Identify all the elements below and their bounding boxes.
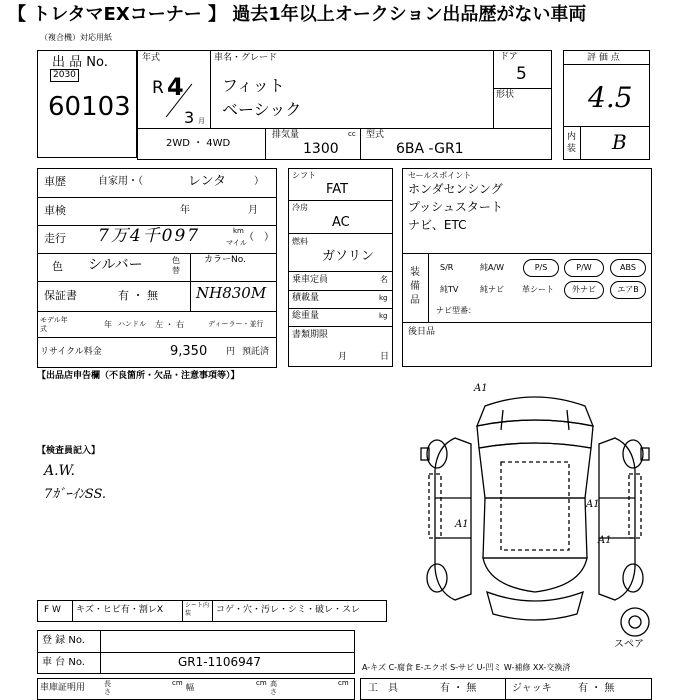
color-no-value: NH830M — [196, 284, 267, 302]
shift-value: FAT — [326, 182, 349, 197]
displacement-value: 1300 — [303, 141, 339, 157]
score-label: 評 価 点 — [587, 53, 620, 63]
lot-label: 出 品 No. — [52, 55, 108, 70]
history-suffix: ） — [254, 176, 264, 187]
header-bar — [0, 0, 700, 32]
year-label: 年式 — [142, 53, 161, 63]
mileage-unit-km: km — [233, 227, 244, 235]
equip-ps: P/S — [523, 259, 559, 277]
fuel-value: ガソリン — [322, 249, 375, 264]
displacement-label: 排気量 — [272, 130, 300, 140]
equip-sr: S/R — [440, 263, 454, 272]
history-label: 車歴 — [44, 175, 66, 188]
post-day-label: 後日品 — [408, 327, 436, 337]
history-value: レンタ — [188, 174, 227, 189]
equip-ext-navi: 外ナビ — [564, 281, 604, 299]
damage-left-door: A1 — [455, 519, 469, 530]
cert-length-unit: cm — [172, 679, 183, 687]
equip-nav-model: ナビ型番： — [436, 306, 476, 315]
tools-value: 有 ・ 無 — [440, 683, 477, 694]
page-title: 【 トレタマEXコーナー 】 過去1年以上オークション出品歴がない車両 — [8, 4, 587, 25]
inspector-line-1: A.W. — [44, 463, 75, 479]
warranty-label: 保証書 — [44, 289, 77, 302]
mileage-label: 走行 — [44, 232, 66, 245]
seat-items: コゲ・穴・汚レ・シミ・破レ・スレ — [216, 605, 361, 615]
interior-label: 内装 — [567, 132, 577, 154]
color-change-label: 色替 — [172, 256, 180, 275]
model-year-unit: 年 — [104, 320, 112, 329]
equip-airbag: エアB — [610, 281, 646, 299]
exhibitor-notes-label: 【出品店申告欄（不良箇所・欠品・注意事項等）】 — [37, 371, 240, 381]
ac-value: AC — [332, 215, 350, 230]
load-unit: kg — [379, 294, 388, 302]
details-box — [37, 168, 277, 368]
cert-height: 高さ — [270, 680, 277, 696]
car-diagram — [415, 378, 655, 640]
shaken-year-unit: 年 — [180, 205, 190, 216]
capacity-unit: 名 — [380, 275, 388, 284]
sales-point-1: ホンダセンシング — [408, 182, 503, 196]
shaken-label: 車検 — [44, 204, 66, 217]
seat-label: シート内装 — [185, 602, 210, 617]
shift-label: シフト — [292, 171, 316, 180]
cert-length: 長さ — [104, 680, 111, 696]
lot-small-no: 2030 — [50, 69, 79, 82]
top-note: （複合機）対応用紙 — [40, 33, 112, 42]
inspector-line-2: 7ｶﾞｰｲﾝSS. — [44, 487, 107, 502]
warranty-value: 有 ・ 無 — [118, 289, 158, 302]
equipment-label: 装備品 — [410, 267, 420, 306]
cert-width-unit: cm — [256, 679, 267, 687]
tools-label: 工 具 — [368, 683, 398, 694]
damage-right-side: A1 — [598, 535, 612, 546]
inspector-label: 【検査員記入】 — [37, 446, 101, 456]
doc-deadline-unit: 月 — [338, 352, 348, 362]
sales-point-2: プッシュスタート — [408, 200, 503, 214]
year-month: 3 — [184, 108, 195, 127]
type-label: 型式 — [366, 130, 385, 140]
cert-label: 車庫証明用 — [40, 683, 86, 693]
shape-label: 形状 — [496, 90, 515, 100]
sales-points-label: セールスポイント — [408, 171, 472, 180]
registration-label: 登 録 No. — [42, 635, 85, 646]
equip-leather: 革シート — [522, 285, 554, 294]
dealer-label: ディーラー・並行 — [208, 320, 264, 328]
ac-label: 冷房 — [292, 203, 308, 212]
equip-aw: 純A/W — [480, 263, 505, 272]
equip-abs: ABS — [610, 259, 646, 277]
doc-deadline-label: 書類期限 — [292, 330, 329, 340]
cert-height-unit: cm — [338, 679, 349, 687]
displacement-unit: cc — [348, 130, 356, 138]
color-label: 色 — [52, 260, 63, 273]
mileage-paren: （ ） — [244, 232, 274, 243]
chassis-label: 車 台 No. — [42, 657, 85, 668]
drive-type: 2WD ・ 4WD — [166, 138, 231, 149]
equip-tv: 純TV — [440, 285, 459, 294]
damage-right-door: A1 — [586, 499, 600, 510]
fw-items: キズ・ヒビ有・割レX — [76, 605, 163, 615]
score-value: 4.5 — [588, 81, 633, 114]
model-label: 車名・グレード — [214, 53, 278, 63]
sales-point-3: ナビ、ETC — [408, 218, 467, 232]
handle-value: 左 ・ 右 — [155, 320, 185, 329]
fuel-label: 燃料 — [292, 237, 308, 246]
jack-label: ジャッキ — [512, 683, 552, 694]
equip-pw: P/W — [564, 259, 604, 277]
damage-legend: A-キズ C-腐食 E-エクボ S-サビ U-凹ミ W-補修 XX-交換済 — [362, 663, 571, 672]
fw-label: F W — [44, 605, 61, 615]
mileage-unit-mile: マイル — [226, 239, 247, 247]
recycle-label: リサイクル料金 — [40, 347, 102, 357]
lot-number: 60103 — [48, 92, 131, 122]
equip-navi: 純ナビ — [480, 285, 504, 294]
doors-value: 5 — [516, 64, 527, 84]
load-label: 積載量 — [292, 293, 320, 303]
model-name: フィット — [222, 76, 285, 95]
spare-label: スペア — [614, 639, 644, 650]
capacity-label: 乗車定員 — [292, 275, 329, 285]
color-no-label: カラーNo. — [204, 255, 246, 265]
year-month-unit: 月 — [198, 117, 205, 125]
weight-label: 総重量 — [292, 311, 320, 321]
doc-deadline-day: 日 — [380, 352, 390, 362]
year-era: R — [152, 78, 164, 98]
doors-label: ドア — [500, 52, 518, 62]
interior-value: B — [612, 130, 627, 154]
type-value: 6BA -GR1 — [396, 141, 464, 157]
jack-value: 有 ・ 無 — [578, 683, 615, 694]
recycle-deposit: 預託済 — [242, 347, 270, 357]
shaken-month-unit: 月 — [248, 205, 258, 216]
model-year-label: モデル年式 — [40, 316, 68, 333]
recycle-unit: 円 — [226, 347, 236, 357]
weight-unit: kg — [379, 312, 388, 320]
color-value: シルバー — [88, 257, 143, 273]
mileage-value: 7万4千097 — [98, 226, 201, 246]
history-prefix: 自家用・（ — [98, 176, 143, 187]
damage-front: A1 — [474, 383, 488, 394]
year-value: 4 — [167, 73, 184, 101]
handle-label: ハンドル — [118, 320, 146, 328]
chassis-value: GR1-1106947 — [178, 655, 262, 669]
model-grade: ベーシック — [222, 100, 302, 119]
cert-width: 幅 — [186, 683, 194, 692]
recycle-value: 9,350 — [170, 344, 208, 359]
